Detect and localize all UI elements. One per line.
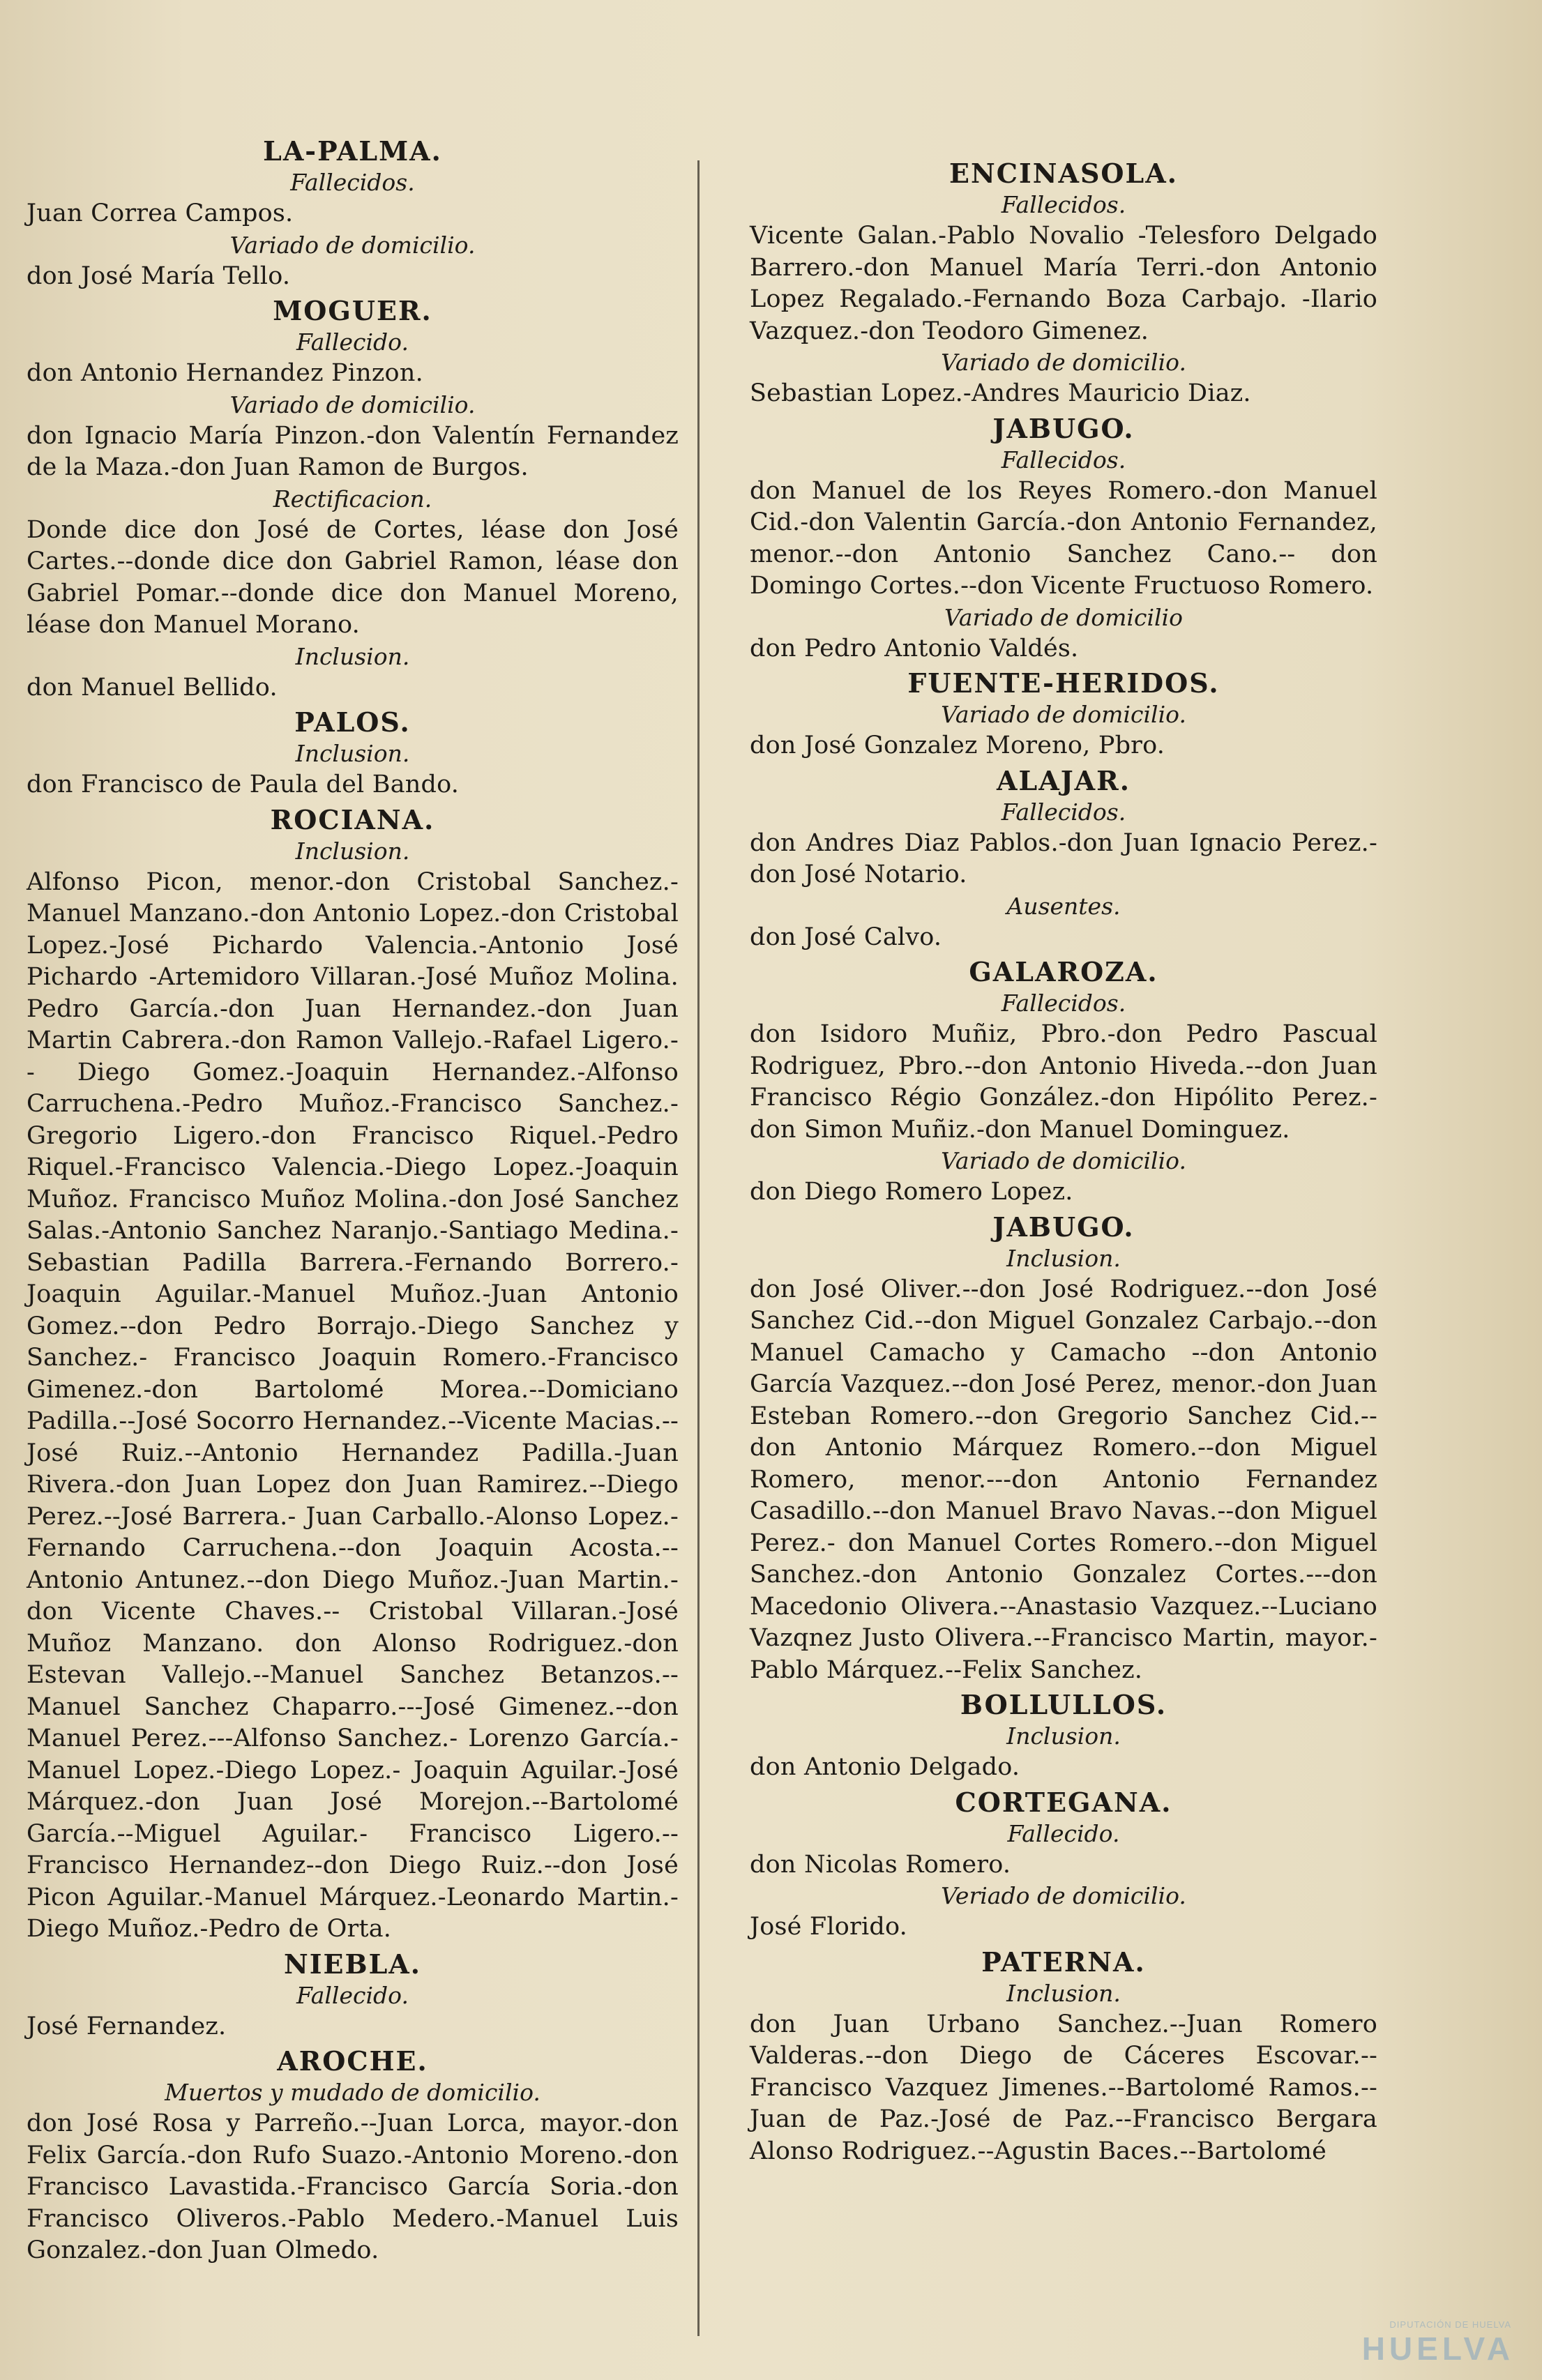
column-divider xyxy=(697,160,700,2336)
entry-text: don Diego Romero Lopez. xyxy=(750,1178,1073,1206)
subheading: Fallecido. xyxy=(296,1981,409,2009)
section-jabugo-2 xyxy=(750,1211,1377,1687)
entry-text: José Florido. xyxy=(750,1913,907,1941)
section-palos xyxy=(27,706,679,801)
entry-text: Vicente Galan.-Pablo Novalio -Telesforo Delgado Barrero.-don Manuel María Terri.-don Antonio Lopez Regalado.-Fernando Boza Carbajo. -Ilario Vazquez.-don Teodoro Gimenez. xyxy=(750,222,1377,345)
entry-text: don José Oliver.--don José Rodriguez.--don José Sanchez Cid.--don Miguel Gonzalez Carbajo.--don Manuel Camacho y Camacho --don Antonio García Vazquez.--don José Perez, menor.-don Juan Esteban Romero.--don Gregorio Sanchez Cid.--don Antonio Márquez Romero.--don Miguel Romero, menor.---don Antonio Fernandez Casadillo.--don Manuel Bravo Navas.--don Miguel Perez.- don Manuel Cortes Romero.--don Miguel Sanchez.-don Antonio Gonzalez Cortes.---don Macedonio Olivera.--Anastasio Vazquez.--Luciano Vazqnez Justo Olivera.--Francisco Martin, mayor.-Pablo Márquez.--Felix Sanchez. xyxy=(750,1275,1377,1684)
section-paterna xyxy=(750,1946,1377,2168)
town-heading: PALOS. xyxy=(294,706,411,738)
section-alajar xyxy=(750,765,1377,954)
town-heading: ALAJAR. xyxy=(997,764,1131,796)
section-aroche xyxy=(27,2045,679,2267)
town-heading: FUENTE-HERIDOS. xyxy=(907,667,1220,699)
town-heading: PATERNA. xyxy=(981,1946,1146,1978)
subheading: Inclusion. xyxy=(1006,1979,1121,2007)
entry-text: don Isidoro Muñiz, Pbro.-don Pedro Pascual Rodriguez, Pbro.--don Antonio Hiveda.--don Juan Francisco Régio González.-don Hipólito Perez.-don Simon Muñiz.-don Manuel Dominguez. xyxy=(750,1020,1377,1144)
subheading: Fallecidos. xyxy=(1001,990,1126,1017)
entry-text: don Nicolas Romero. xyxy=(750,1850,1011,1879)
subheading: Fallecido. xyxy=(1007,1819,1120,1847)
subheading: Fallecidos. xyxy=(1001,446,1126,473)
town-heading: JABUGO. xyxy=(992,1211,1135,1243)
right-column xyxy=(750,0,1377,2167)
entry-text: don Antonio Hernandez Pinzon. xyxy=(27,359,423,387)
section-rociana xyxy=(27,804,679,1946)
watermark-subtext: DIPUTACIÓN DE HUELVA xyxy=(1389,2319,1511,2330)
entry-text: don Antonio Delgado. xyxy=(750,1753,1020,1781)
subheading: Inclusion. xyxy=(1006,1722,1121,1750)
entry-text: don Pedro Antonio Valdés. xyxy=(750,634,1079,662)
town-heading: BOLLULLOS. xyxy=(960,1689,1167,1720)
town-heading: AROCHE. xyxy=(277,2045,428,2077)
section-cortegana xyxy=(750,1787,1377,1943)
entry-text: Alfonso Picon, menor.-don Cristobal Sanchez.-Manuel Manzano.-don Antonio Lopez.-don Cristobal Lopez.-José Pichardo Valencia.-Antonio José Pichardo -Artemidoro Villaran.-José Muñoz Molina. Pedro García.-don Juan Hernandez.-don Juan Martin Cabrera.-don Ramon Vallejo.-Rafael Ligero.-- Diego Gomez.-Joaquin Hernandez.-Alfonso Carruchena.-Pedro Muñoz.-Francisco Sanchez.-Gregorio Ligero.-don Francisco Riquel.-Pedro Riquel.-Francisco Valencia.-Diego Lopez.-Joaquin Muñoz. Francisco Muñoz Molina.-don José Sanchez Salas.-Antonio Sanchez Naranjo.-Santiago Medina.-Sebastian Padilla Barrera.-Fernando Borrero.-Joaquin Aguilar.-Manuel Muñoz.-Juan Antonio Gomez.--don Pedro Borrajo.-Diego Sanchez y Sanchez.- Francisco Joaquin Romero.-Francisco Gimenez.-don Bartolomé Morea.--Domiciano Padilla.--José Socorro Hernandez.--Vicente Macias.--José Ruiz.--Antonio Hernandez Padilla.-Juan Rivera.-don Juan Lopez don Juan Ramirez.--Diego Perez.--José Barrera.- Juan Carballo.-Alonso Lopez.-Fernando Carruchena.--don Joaquin Acosta.-- Antonio Antunez.--don Diego Muñoz.-Juan Martin.-don Vicente Chaves.-- Cristobal Villaran.-José Muñoz Manzano. don Alonso Rodriguez.-don Estevan Vallejo.--Manuel Sanchez Betanzos.--Manuel Sanchez Chaparro.---José Gimenez.--don Manuel Perez.---Alfonso Sanchez.- Lorenzo García.-Manuel Lopez.-Diego Lopez.- Joaquin Aguilar.-José Márquez.-don Juan José Morejon.--Bartolomé García.--Miguel Aguilar.- Francisco Ligero.--Francisco Hernandez--don Diego Ruiz.--don José Picon Aguilar.-Manuel Márquez.-Leonardo Martin.-Diego Muñoz.-Pedro de Orta. xyxy=(27,867,679,1943)
subheading: Variado de domicilio. xyxy=(229,391,476,418)
subheading: Fallecido. xyxy=(296,328,409,356)
entry-text: don José Calvo. xyxy=(750,923,942,951)
entry-text: José Fernandez. xyxy=(27,2012,227,2040)
section-jabugo-1 xyxy=(750,413,1377,665)
subheading: Inclusion. xyxy=(1006,1244,1121,1272)
subheading: Muertos y mudado de domicilio. xyxy=(165,2079,541,2106)
subheading: Inclusion. xyxy=(295,642,410,670)
entry-text: don Ignacio María Pinzon.-don Valentín Fernandez de la Maza.-don Juan Ramon de Burgos. xyxy=(27,421,679,481)
subheading: Variado de domicilio. xyxy=(941,349,1186,376)
town-heading: JABUGO. xyxy=(992,412,1135,444)
town-heading: NIEBLA. xyxy=(283,1948,422,1980)
subheading: Variado de domicilio. xyxy=(229,231,476,259)
section-bollullos xyxy=(750,1689,1377,1784)
entry-text: don José María Tello. xyxy=(27,262,291,290)
section-galaroza xyxy=(750,956,1377,1208)
town-heading: ENCINASOLA. xyxy=(949,158,1178,189)
entry-text: don Manuel Bellido. xyxy=(27,673,278,702)
subheading: Variado de domicilio xyxy=(944,603,1183,631)
section-moguer xyxy=(27,295,679,704)
subheading: Fallecidos. xyxy=(1001,191,1126,218)
watermark-logo: HUELVA xyxy=(1361,2330,1514,2367)
subheading: Inclusion. xyxy=(295,837,410,865)
town-heading: LA-PALMA. xyxy=(263,135,442,167)
subheading: Variado de domicilio. xyxy=(941,701,1186,728)
subheading: Fallecidos. xyxy=(1001,798,1126,826)
subheading: Veriado de domicilio. xyxy=(941,1882,1186,1909)
entry-text: don Francisco de Paula del Bando. xyxy=(27,771,460,798)
entry-text: Juan Correa Campos. xyxy=(27,199,294,227)
entry-text: don Andres Diaz Pablos.-don Juan Ignacio Perez.-don José Notario. xyxy=(750,828,1377,888)
subheading: Rectificacion. xyxy=(273,485,432,513)
subheading: Variado de domicilio. xyxy=(941,1147,1186,1174)
section-encinasola xyxy=(750,158,1377,410)
subheading: Fallecidos. xyxy=(290,169,415,196)
left-column xyxy=(27,0,679,2267)
section-la-palma xyxy=(27,135,679,292)
town-heading: ROCIANA. xyxy=(270,803,435,835)
entry-text: Donde dice don José de Cortes, léase don José Cartes.--donde dice don Gabriel Ramon, léase don Gabriel Pomar.--donde dice don Manuel Moreno, léase don Manuel Morano. xyxy=(27,515,679,639)
subheading: Inclusion. xyxy=(295,740,410,767)
entry-text: Sebastian Lopez.-Andres Mauricio Diaz. xyxy=(750,379,1251,407)
town-heading: GALAROZA. xyxy=(969,956,1158,987)
entry-text: don José Rosa y Parreño.--Juan Lorca, mayor.-don Felix García.-don Rufo Suazo.-Antonio Moreno.-don Francisco Lavastida.-Francisco García Soria.-don Francisco Oliveros.-Pablo Medero.-Manuel Luis Gonzalez.-don Juan Olmedo. xyxy=(27,2109,679,2264)
subheading: Ausentes. xyxy=(1006,892,1121,920)
section-niebla xyxy=(27,1948,679,2043)
entry-text: don Manuel de los Reyes Romero.-don Manuel Cid.-don Valentin García.-don Antonio Fernandez, menor.--don Antonio Sanchez Cano.-- don Domingo Cortes.--don Vicente Fructuoso Romero. xyxy=(750,476,1377,600)
section-fuente-heridos xyxy=(750,667,1377,762)
town-heading: CORTEGANA. xyxy=(955,1786,1172,1818)
entry-text: don José Gonzalez Moreno, Pbro. xyxy=(750,732,1165,759)
town-heading: MOGUER. xyxy=(273,295,432,326)
entry-text: don Juan Urbano Sanchez.--Juan Romero Valderas.--don Diego de Cáceres Escovar.--Francisco Vazquez Jimenes.--Bartolomé Ramos.-- Juan de Paz.-José de Paz.--Francisco Bergara Alonso Rodriguez.--Agustin Baces.--Bartolomé xyxy=(750,2010,1377,2165)
